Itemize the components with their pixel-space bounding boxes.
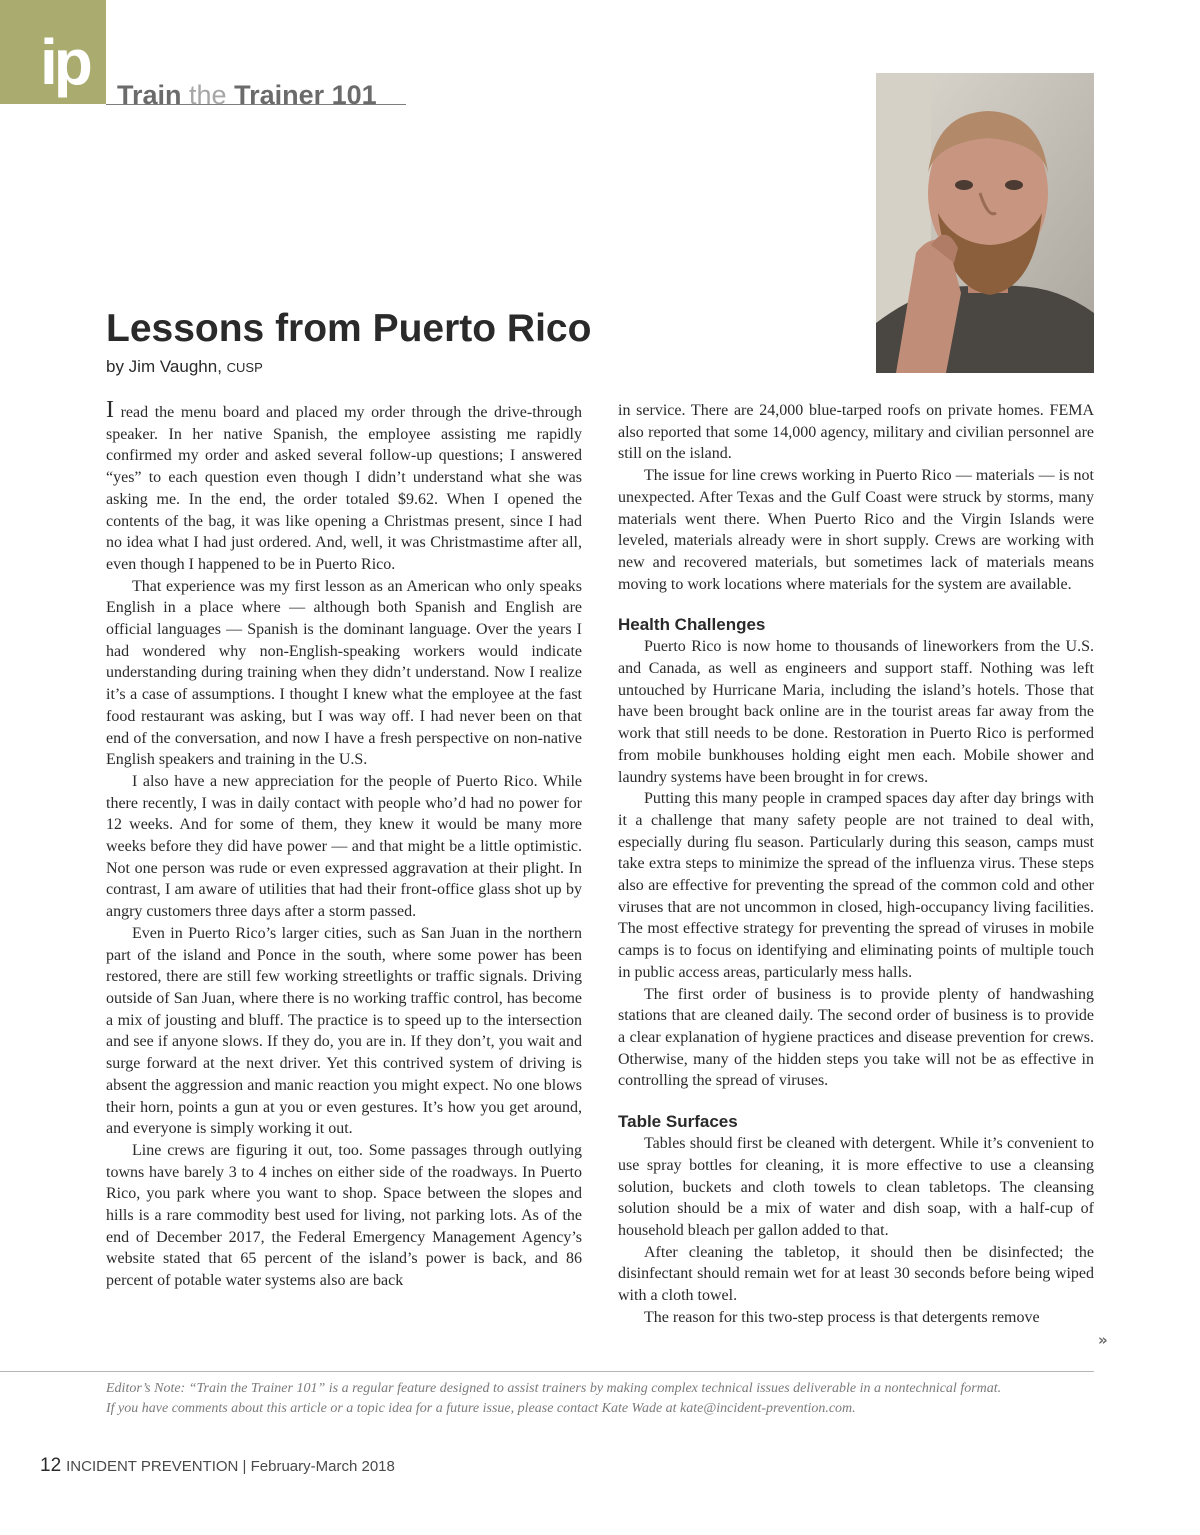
subheading-table-surfaces: Table Surfaces <box>618 1112 738 1132</box>
note-divider <box>0 1371 1094 1372</box>
left-column <box>106 397 582 1292</box>
section-title-part3: Trainer 101 <box>226 80 377 110</box>
editors-note-line2: If you have comments about this article or a topic idea for a future issue, please contact Kate Wade at kate@incident-prevention.com. <box>106 1401 856 1416</box>
section-title <box>117 80 377 110</box>
page-number: 12 <box>40 1455 62 1476</box>
paragraph: I also have a new appreciation for the people of Puerto Rico. While there recently, I was in daily contact with people who’d had no power for 12 weeks. And for some of them, they knew it would be many more weeks before they did have power — and that might be a little optimistic. Not one person was rude or even expressed aggravation at their plight. In contrast, I am aware of utilities that had their front-office glass shot up by angry customers three days after a storm passed. <box>106 772 582 921</box>
paragraph: Even in Puerto Rico’s larger cities, such as San Juan in the northern part of the island and Ponce in the south, where some power has been restored, there are still few working streetlights or traffic signals. Driving outside of San Juan, where there is no working traffic control, has become a mix of jousting and bluff. The practice is to speed up to the intersection and see if anyone slows. If they do, you are in. If they don’t, you wait and surge forward at the next driver. Yet this contrived system of driving is absent the aggression and manic reaction you might expect. No one blows their horn, points a gun at you or even gestures. It’s how you get around, and everyone is simply working it out. <box>106 924 582 1138</box>
drop-cap: I <box>106 397 114 423</box>
right-column <box>618 400 1094 1328</box>
paragraph: Tables should first be cleaned with detergent. While it’s convenient to use spray bottles for cleaning, it is more effective to use a cleansing solution, buckets and cloth towels to clean tabletops. The cleansing solution should be a mix of water and dish soap, with a half-cup of household bleach per gallon added to that. <box>618 1135 1094 1239</box>
magazine-logo <box>0 0 106 104</box>
publication-info: INCIDENT PREVENTION | February-March 2018 <box>66 1458 395 1475</box>
subheading-health-challenges: Health Challenges <box>618 615 766 635</box>
logo-text: ip <box>40 26 89 98</box>
double-chevron-right-icon: » <box>1098 1331 1108 1349</box>
section-title-part2: the <box>189 80 227 110</box>
paragraph: After cleaning the tabletop, it should then be disinfected; the disinfectant should remain wet for at least 30 seconds before being wiped with a cloth towel. <box>618 1243 1094 1305</box>
byline-credential: CUSP <box>226 360 263 375</box>
paragraph: Puerto Rico is now home to thousands of lineworkers from the U.S. and Canada, as well as engineers and support staff. Nothing was left untouched by Hurricane Maria, including the island’s hotels. Those that have been brought back online are in the tourist areas far away from the work that still needs to be done. Restoration in Puerto Rico is performed from mobile bunkhouses holding eight men each. Mobile shower and laundry systems have been brought in for crews. <box>618 638 1094 786</box>
section-title-part1: Train <box>117 80 190 110</box>
paragraph-text: read the menu board and placed my order through the drive-through speaker. In her native Spanish, the employee assisting me rapidly confirmed my order and asked several follow-up questions; I answered “yes” to each question even though I didn’t understand what she was asking me. In the end, the order totaled $9.62. When I opened the contents of the bag, it was like opening a Christmas present, since I had no idea what I had just ordered. And, well, it was Christmastime after all, even though I happened to be in Puerto Rico. <box>106 404 582 573</box>
editors-note-line1: Editor’s Note: “Train the Trainer 101” is a regular feature designed to assist trainers by making complex technical issues deliverable in a nontechnical format. <box>106 1381 1002 1396</box>
paragraph: Putting this many people in cramped spaces day after day brings with it a challenge that many safety people are not trained to deal with, especially during flu season. Particularly during this season, camps must take extra steps to minimize the spread of the influenza virus. These steps also are effective for preventing the spread of the common cold and other viruses that are not uncommon in closed, high-occupancy living facilities. The most effective strategy for preventing the spread of viruses in mobile camps is to focus on identifying and eliminating points of multiple touch in public access areas, particularly mess halls. <box>618 790 1094 981</box>
author-portrait-image <box>876 73 1094 373</box>
paragraph: in service. There are 24,000 blue-tarped roofs on private homes. FEMA also reported that some 14,000 agency, military and civilian personnel are still on the island. <box>618 402 1094 463</box>
paragraph: The reason for this two-step process is that detergents remove <box>644 1308 1040 1326</box>
editors-note <box>106 1379 1096 1419</box>
paragraph: That experience was my first lesson as an American who only speaks English in a place where — although both Spanish and English are official languages — Spanish is the dominant language. Over the years I had wondered why non-English-speaking workers would indicate understanding during training when they didn’t understand. Now I realize it’s a case of assumptions. I thought I knew what the employee at the fast food restaurant was asking, but I was way off. I had never been on that end of the conversation, and now I have a fresh perspective on non-native English speakers and training in the U.S. <box>106 577 582 769</box>
article-title: Lessons from Puerto Rico <box>106 307 592 350</box>
byline <box>106 356 263 379</box>
paragraph: The first order of business is to provide plenty of handwashing stations that are cleaned daily. The second order of business is to provide a clear explanation of hygiene practices and disease prevention for crews. Otherwise, many of the hidden steps you take will not be as effective in controlling the spread of viruses. <box>618 985 1094 1090</box>
page-footer <box>40 1456 395 1477</box>
byline-name: by Jim Vaughn, <box>106 357 227 376</box>
paragraph: Line crews are figuring it out, too. Some passages through outlying towns have barely 3 to 4 inches on either side of the roadways. In Puerto Rico, you park where you want to shop. Space between the slopes and hills is a rare commodity best used for living, not parking lots. As of the end of December 2017, the Federal Emergency Management Agency’s website stated that 65 percent of the island’s power is back, and 86 percent of potable water systems also are back <box>106 1141 582 1290</box>
paragraph: The issue for line crews working in Puerto Rico — materials — is not unexpected. After Texas and the Gulf Coast were struck by storms, many materials went there. When Puerto Rico and the Virgin Islands were leveled, materials already were in short supply. Crews are working with new and recovered materials, but sometimes lack of materials means moving to work locations where materials for the system are available. <box>618 467 1094 593</box>
author-photo <box>876 73 1094 373</box>
paragraph <box>106 397 582 576</box>
